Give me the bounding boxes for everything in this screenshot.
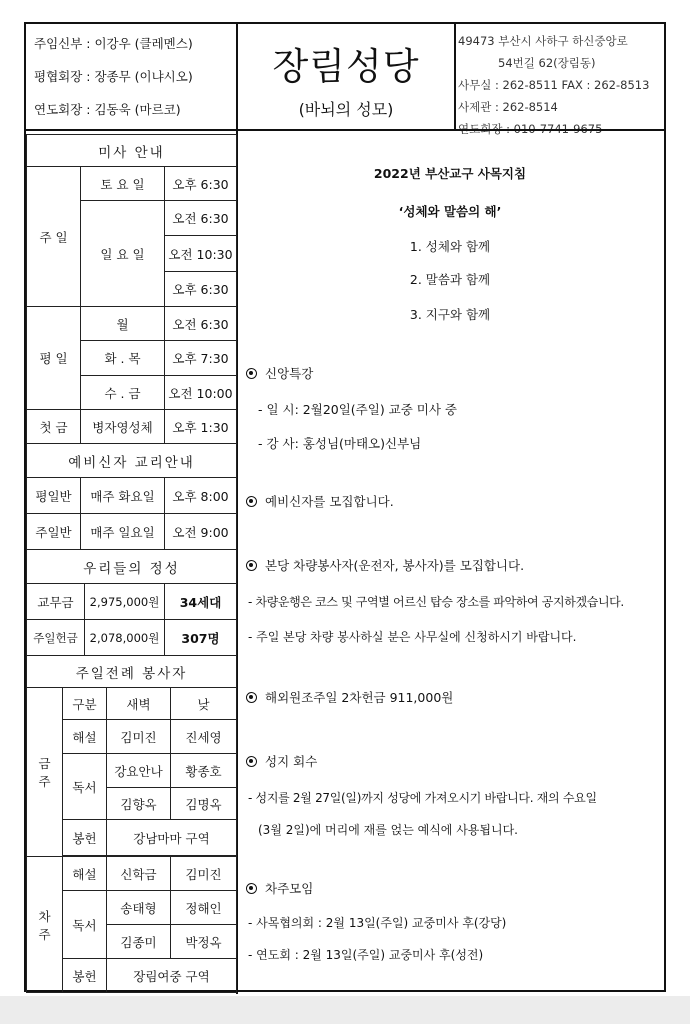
sunday-class-time: 오전 9:00 <box>165 514 237 550</box>
next-reading-label: 독서 <box>63 891 107 959</box>
dues-label: 교무금 <box>27 584 85 620</box>
catechumen-notice-row <box>246 492 394 510</box>
header-title-block <box>238 24 454 120</box>
bottom-bar <box>0 996 690 1024</box>
saturday-time: 오후 6:30 <box>165 167 237 201</box>
palm-title: 성지 회수 <box>265 754 318 769</box>
bullet-icon <box>246 756 257 767</box>
rectory-phone: 사제관 : 262-8514 <box>458 100 558 114</box>
catechumen-notice: 예비신자를 모집합니다. <box>265 494 394 509</box>
driver-line-1: - 차량운행은 코스 및 구역별 어르신 탑승 장소를 파악하여 공지하겠습니다. <box>248 595 624 609</box>
bullet-icon <box>246 883 257 894</box>
lecture-title: 신앙특강 <box>265 366 314 381</box>
first-friday-desc: 병자영성체 <box>81 410 165 444</box>
dues-amount: 2,975,000원 <box>85 584 165 620</box>
this-week-label: 금 주 <box>27 688 63 857</box>
palm-line-2: (3월 2일)에 머리에 재를 얹는 예식에 사용됩니다. <box>258 823 518 837</box>
next-reading1-dawn: 송태형 <box>107 891 171 925</box>
dues-count: 34세대 <box>165 584 237 620</box>
tue-thu-label: 화 . 목 <box>81 341 165 376</box>
policy-item-3: 3. 지구와 함께 <box>409 307 491 322</box>
sunday-label: 주 일 <box>27 167 81 307</box>
next-meeting-line-2: - 연도회 : 2월 13일(주일) 교중미사 후(성전) <box>248 948 484 962</box>
driver-line-2: - 주일 본당 차량 봉사하실 분은 사무실에 신청하시기 바랍니다. <box>248 630 577 644</box>
lecture-date: - 일 시: 2월20일(주일) 교중 미사 중 <box>258 402 457 417</box>
reading-label: 독서 <box>63 754 107 820</box>
policy-title: 2022년 부산교구 사목지침 <box>373 166 527 181</box>
next-meeting-line-1: - 사목협의회 : 2월 13일(주일) 교중미사 후(강당) <box>248 916 507 930</box>
next-offertory: 장림여중 구역 <box>107 959 237 993</box>
address-line1: 49473 부산시 사하구 하신중앙로 <box>458 34 628 48</box>
next-commentary-label: 해설 <box>63 857 107 891</box>
policy-theme: ‘성체와 말씀의 해’ <box>398 204 502 219</box>
offering-title: 우리들의 정성 <box>27 550 237 584</box>
palm-heading <box>246 752 317 770</box>
this-commentary-dawn: 김미진 <box>107 720 171 754</box>
sunday-class-label: 주일반 <box>27 514 81 550</box>
mission-row <box>246 688 453 706</box>
commentary-label: 해설 <box>63 720 107 754</box>
sunday-time-3: 오후 6:30 <box>165 272 237 307</box>
sunday-time-1: 오전 6:30 <box>165 201 237 236</box>
weekday-class-time: 오후 8:00 <box>165 478 237 514</box>
next-meeting-heading <box>246 879 313 897</box>
sunday-collection-label: 주일헌금 <box>27 620 85 656</box>
servers-table <box>26 655 237 993</box>
mission-collection: 해외원조주일 2차헌금 911,000원 <box>265 690 454 705</box>
header-bottom-line <box>26 129 664 131</box>
next-reading2-day: 박정옥 <box>171 925 237 959</box>
this-offertory: 강남마마 구역 <box>107 820 237 856</box>
weekday-class-day: 매주 화요일 <box>81 478 165 514</box>
church-patron: (바뇌의 성모) <box>298 100 394 119</box>
this-reading2-dawn: 김향옥 <box>107 788 171 820</box>
monday-label: 월 <box>81 307 165 341</box>
bullet-icon <box>246 692 257 703</box>
council-president: 평협회장 : 장종무 (이냐시오) <box>34 69 193 84</box>
next-meeting-title: 차주모임 <box>265 881 314 896</box>
address-line2: 54번길 62(장림동) <box>498 56 596 70</box>
catechumen-table <box>26 443 237 550</box>
lecture-speaker: - 강 사: 홍성님(마태오)신부님 <box>258 436 422 451</box>
weekday-class-label: 평일반 <box>27 478 81 514</box>
offertory-label: 봉헌 <box>63 820 107 856</box>
lecture-heading <box>246 364 313 382</box>
header-category: 구분 <box>63 688 107 720</box>
bulletin-frame <box>24 22 666 992</box>
next-commentary-dawn: 신학금 <box>107 857 171 891</box>
mass-schedule-table <box>26 134 237 444</box>
wed-fri-time: 오전 10:00 <box>165 376 237 410</box>
mass-title: 미사 안내 <box>27 135 237 167</box>
bullet-icon <box>246 368 257 379</box>
next-commentary-day: 김미진 <box>171 857 237 891</box>
association-president: 연도회장 : 김동욱 (마르코) <box>34 102 181 117</box>
sunday-day-label: 일 요 일 <box>81 201 165 307</box>
next-offertory-label: 봉헌 <box>63 959 107 993</box>
this-reading2-day: 김명옥 <box>171 788 237 820</box>
sunday-collection-count: 307명 <box>165 620 237 656</box>
this-commentary-day: 진세영 <box>171 720 237 754</box>
sunday-time-2: 오전 10:30 <box>165 236 237 272</box>
header-day: 낮 <box>171 688 237 720</box>
palm-line-1: - 성지를 2월 27일(일)까지 성당에 가져오시기 바랍니다. 재의 수요일 <box>248 791 597 805</box>
office-phone: 사무실 : 262-8511 FAX : 262-8513 <box>458 78 650 92</box>
sunday-collection-amount: 2,078,000원 <box>85 620 165 656</box>
this-reading1-day: 황종호 <box>171 754 237 788</box>
header-dawn: 새벽 <box>107 688 171 720</box>
wed-fri-label: 수 . 금 <box>81 376 165 410</box>
bullet-icon <box>246 560 257 571</box>
policy-item-1: 1. 성체와 함께 <box>409 239 491 254</box>
saturday-label: 토 요 일 <box>81 167 165 201</box>
sunday-class-day: 매주 일요일 <box>81 514 165 550</box>
monday-time: 오전 6:30 <box>165 307 237 341</box>
church-name: 장림성당 <box>272 45 420 88</box>
pastor-name: 주임신부 : 이강우 (클레멘스) <box>34 36 193 51</box>
first-friday-time: 오후 1:30 <box>165 410 237 444</box>
driver-heading <box>246 556 524 574</box>
policy-item-2: 2. 말씀과 함께 <box>409 272 491 287</box>
next-reading2-dawn: 김종미 <box>107 925 171 959</box>
this-reading1-dawn: 강요안나 <box>107 754 171 788</box>
catechumen-title: 예비신자 교리안내 <box>27 444 237 478</box>
header-divider <box>454 24 456 130</box>
header-contact <box>458 30 649 140</box>
first-friday-label: 첫 금 <box>27 410 81 444</box>
driver-title: 본당 차량봉사자(운전자, 봉사자)를 모집합니다. <box>265 558 525 573</box>
tue-thu-time: 오후 7:30 <box>165 341 237 376</box>
next-reading1-day: 정해인 <box>171 891 237 925</box>
next-week-label: 차 주 <box>27 857 63 993</box>
offering-table <box>26 549 237 656</box>
header-officers <box>34 38 193 137</box>
bullet-icon <box>246 496 257 507</box>
servers-title: 주일전례 봉사자 <box>27 656 237 688</box>
weekday-label: 평 일 <box>27 307 81 410</box>
